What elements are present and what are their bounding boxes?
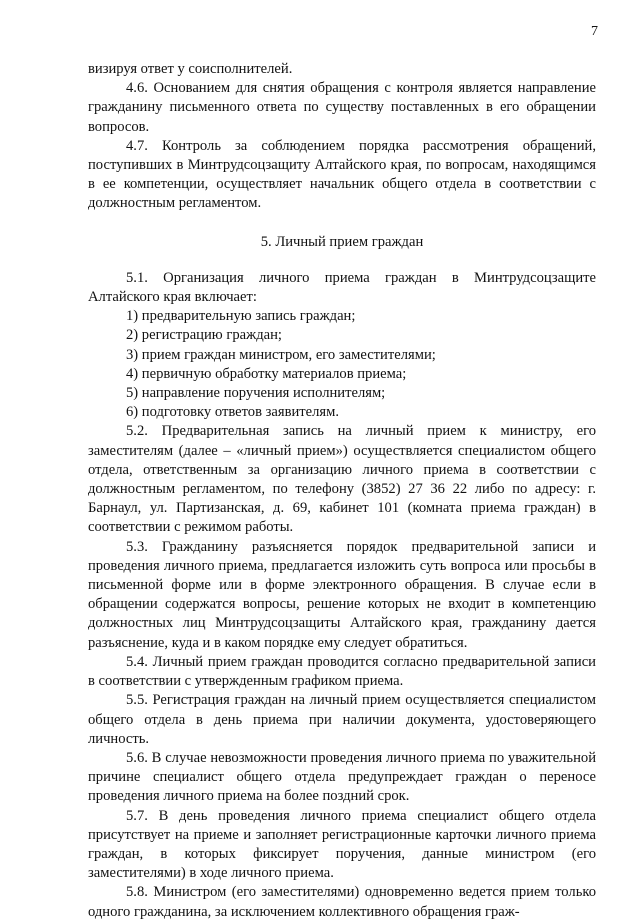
paragraph-5-6: 5.6. В случае невозможности проведения личного приема по уважительной причине специалист общего отдела предупреждает граждан о переносе проведения личного приема на более поздний срок. (88, 749, 596, 805)
list-item: 3) прием граждан министром, его заместителями; (126, 346, 436, 363)
paragraph-5-7: 5.7. В день проведения личного приема специалист общего отдела присутствует на приеме и заполняет регистрационные карточки личного приема граждан, в которых фиксирует поручения, данные министром (его заместителями) в ходе личного приема. (88, 807, 596, 882)
list-item: 6) подготовку ответов заявителям. (126, 404, 340, 421)
paragraph-5-2: 5.2. Предварительная запись на личный прием к министру, его заместителям (далее – «личный прием») осуществляется специалистом общего отдела, ответственным за организацию личного приема в соответствии с должностным регламентом, по телефону (3852) 27 36 22 либо по адресу: г. Барнаул, ул. Партизанская, д. 69, кабинет 101 (комната приема граждан) в соответствии с режимом работы. (88, 423, 596, 536)
document-body (88, 60, 596, 922)
paragraph-5-1: 5.1. Организация личного приема граждан в Минтрудсоцзащите Алтайского края включает: (88, 269, 596, 306)
list-item: 1) предварительную запись граждан; (126, 308, 356, 325)
list-5-1 (88, 307, 596, 422)
paragraph-5-3: 5.3. Гражданину разъясняется порядок предварительной записи и проведения личного приема, предлагается изложить суть вопроса или просьбы в письменной форме или в форме электронного обращения. В случае если в обращении содержатся вопросы, решение которых не входит в компетенцию должностных лиц Минтрудсоцзащиты Алтайского края, гражданину дается разъяснение, куда и в каком порядке ему следует обратиться. (88, 538, 596, 651)
list-item: 4) первичную обработку материалов приема; (126, 365, 407, 382)
intro-line: визируя ответ у соисполнителей. (88, 61, 293, 77)
paragraph-4-7: 4.7. Контроль за соблюдением порядка рассмотрения обращений, поступивших в Минтрудсоцзащиту Алтайского края, по вопросам, находящимся в ее компетенции, осуществляет начальник общего отдела в соответствии с должностным регламентом. (88, 137, 596, 212)
paragraph-4-6: 4.6. Основанием для снятия обращения с контроля является направление гражданину письменного ответа по существу поставленных в его обращении вопросов. (88, 80, 596, 135)
list-item: 2) регистрацию граждан; (126, 327, 282, 344)
list-item: 5) направление поручения исполнителям; (126, 385, 386, 402)
page-number: 7 (591, 24, 598, 39)
paragraph-5-8: 5.8. Министром (его заместителями) одновременно ведется прием только одного гражданина, за исключением коллективного обращения граж- (88, 884, 596, 920)
section-heading: 5. Личный прием граждан (260, 233, 424, 250)
paragraph-5-4: 5.4. Личный прием граждан проводится согласно предварительной записи в соответствии с утвержденным графиком приема. (88, 653, 596, 690)
paragraph-5-5: 5.5. Регистрация граждан на личный прием осуществляется специалистом общего отдела в день приема при наличии документа, удостоверяющего личность. (88, 692, 596, 747)
